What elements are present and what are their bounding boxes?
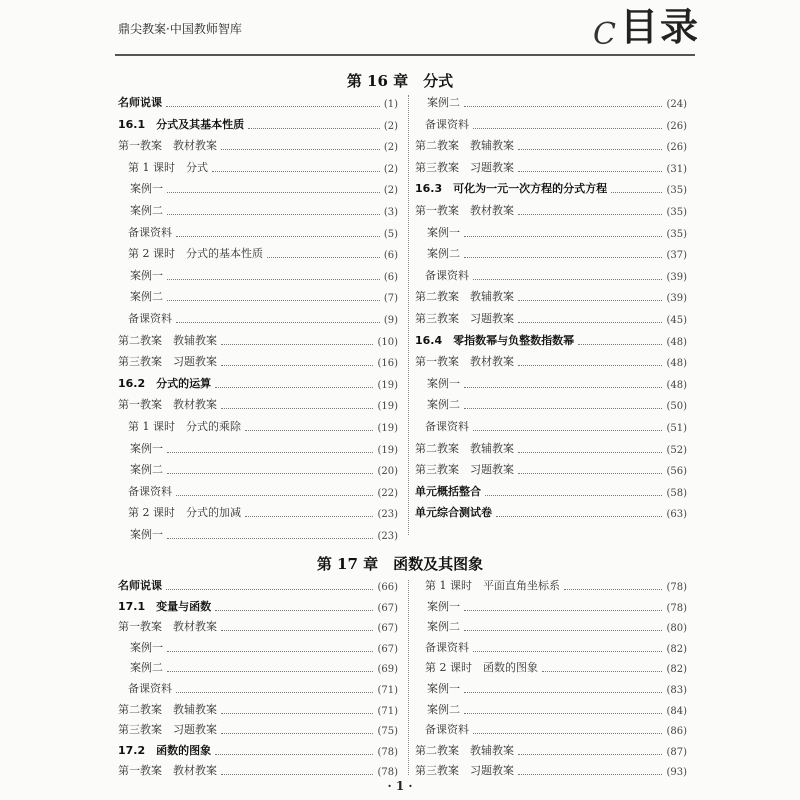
- toc-entry-label: 案例一: [130, 640, 163, 654]
- toc-entry[interactable]: [118, 202, 398, 218]
- toc-entry-label: 备课资料: [128, 312, 172, 325]
- toc-entry-page: (19): [377, 423, 398, 434]
- toc-entry[interactable]: [415, 598, 687, 614]
- toc-entry-label: 第三教案 习题教案: [415, 764, 514, 778]
- chapter-16-right-column: [415, 92, 687, 542]
- dot-leader: [473, 733, 662, 734]
- toc-entry-label: 备课资料: [128, 225, 172, 239]
- toc-entry-page: (52): [666, 444, 687, 456]
- dot-leader: [167, 473, 373, 474]
- publisher-label: 鼎尖教案·中国教师智库: [118, 22, 242, 36]
- toc-entry-page: (26): [666, 142, 687, 154]
- dot-leader: [167, 538, 373, 539]
- toc-entry[interactable]: [415, 762, 687, 778]
- toc-entry[interactable]: [118, 461, 398, 477]
- toc-entry-page: (35): [666, 228, 687, 240]
- toc-entry-page: (19): [377, 401, 398, 413]
- dot-leader: [542, 671, 662, 672]
- toc-entry-label: 备课资料: [425, 723, 469, 737]
- toc-entry-label: 第三教案 习题教案: [415, 160, 514, 174]
- toc-entry-label: 17.2 函数的图象: [118, 743, 212, 757]
- dot-leader: [176, 692, 373, 693]
- dot-leader: [496, 516, 662, 517]
- toc-entry[interactable]: [118, 440, 398, 456]
- toc-entry-page: (84): [666, 705, 687, 717]
- toc-entry-label: 备课资料: [128, 484, 172, 498]
- toc-entry-page: (45): [666, 315, 687, 326]
- toc-entry[interactable]: [118, 137, 398, 153]
- toc-entry[interactable]: [415, 742, 687, 758]
- dot-leader: [578, 344, 662, 345]
- toc-entry[interactable]: [118, 94, 398, 110]
- toc-entry-label: 16.2 分式的运算: [118, 376, 212, 390]
- toc-entry-label: 案例一: [130, 528, 163, 541]
- dot-leader: [167, 214, 380, 215]
- toc-entry[interactable]: [118, 577, 398, 593]
- dot-leader: [221, 149, 380, 150]
- toc-entry[interactable]: [415, 461, 687, 477]
- dot-leader: [518, 214, 662, 215]
- toc-entry[interactable]: [118, 116, 398, 132]
- toc-entry-page: (9): [383, 315, 398, 326]
- toc-entry-label: 第二教案 教辅教案: [415, 290, 514, 304]
- dot-leader: [518, 365, 662, 366]
- toc-entry-page: (86): [666, 726, 687, 738]
- toc-entry-label: 案例二: [427, 620, 460, 634]
- chapter-16-left-column: [118, 92, 398, 542]
- toc-entry-label: 备课资料: [425, 268, 469, 282]
- toc-entry[interactable]: [118, 353, 398, 369]
- toc-entry[interactable]: [118, 375, 398, 391]
- toc-entry-label: 案例一: [427, 682, 460, 695]
- toc-entry-page: (71): [377, 705, 398, 717]
- toc-entry[interactable]: [415, 577, 687, 593]
- dot-leader: [221, 774, 373, 775]
- toc-entry-label: 名师说课: [118, 579, 162, 592]
- toc-entry-page: (50): [666, 401, 687, 413]
- toc-entry-label: 第二教案 教辅教案: [415, 441, 514, 455]
- dot-leader: [221, 630, 373, 631]
- toc-entry-page: (31): [666, 163, 687, 175]
- dot-leader: [267, 257, 380, 258]
- toc-entry-page: (5): [383, 228, 398, 240]
- toc-entry[interactable]: [415, 202, 687, 218]
- dot-leader: [167, 671, 373, 672]
- dot-leader: [167, 452, 373, 453]
- toc-entry-label: 备课资料: [128, 682, 172, 695]
- toc-entry[interactable]: [118, 245, 398, 261]
- dot-leader: [611, 192, 662, 193]
- toc-entry-label: 第 2 课时 分式的基本性质: [128, 247, 263, 261]
- dot-leader: [518, 171, 662, 172]
- dot-leader: [166, 106, 380, 107]
- toc-entry-label: 第 1 课时 平面直角坐标系: [425, 579, 560, 592]
- toc-entry-page: (63): [666, 509, 687, 521]
- toc-entry-label: 案例二: [427, 247, 460, 261]
- toc-entry[interactable]: [415, 659, 687, 675]
- dot-leader: [518, 322, 662, 323]
- toc-entry[interactable]: [118, 659, 398, 675]
- toc-entry-page: (87): [666, 746, 687, 758]
- toc-entry-label: 案例二: [130, 661, 163, 675]
- toc-entry[interactable]: [415, 353, 687, 369]
- toc-entry[interactable]: [415, 94, 687, 110]
- chapter-17-right-column: [415, 575, 687, 780]
- toc-entry-page: (39): [666, 293, 687, 305]
- dot-leader: [464, 387, 662, 388]
- toc-entry[interactable]: [415, 310, 687, 326]
- toc-entry-label: 备课资料: [425, 420, 469, 433]
- toc-entry[interactable]: [415, 267, 687, 283]
- toc-entry-label: 第一教案 教材教案: [118, 620, 217, 634]
- column-divider: [408, 580, 409, 775]
- toc-entry[interactable]: [415, 116, 687, 132]
- toc-entry-label: 案例一: [427, 599, 460, 613]
- toc-entry[interactable]: [118, 742, 398, 758]
- toc-entry[interactable]: [118, 180, 398, 196]
- toc-entry-page: (80): [666, 623, 687, 635]
- column-divider: [408, 95, 409, 535]
- toc-entry[interactable]: [118, 483, 398, 499]
- toc-entry-page: (1): [383, 99, 398, 110]
- toc-entry[interactable]: [118, 526, 398, 542]
- toc-entry[interactable]: [118, 267, 398, 283]
- toc-entry-label: 案例一: [130, 441, 163, 455]
- toc-entry-label: 第 2 课时 函数的图象: [425, 661, 538, 675]
- toc-entry[interactable]: [118, 288, 398, 304]
- dot-leader: [485, 495, 662, 496]
- toc-entry-label: 第二教案 教辅教案: [415, 743, 514, 757]
- dot-leader: [464, 713, 662, 714]
- toc-entry-label: 16.4 零指数幂与负整数指数幂: [415, 333, 575, 347]
- toc-entry-page: (51): [666, 423, 687, 434]
- dot-leader: [518, 774, 662, 775]
- toc-entry[interactable]: [415, 618, 687, 634]
- toc-entry-label: 备课资料: [425, 117, 469, 131]
- toc-entry-label: 第二教案 教辅教案: [118, 702, 217, 716]
- toc-entry[interactable]: [415, 701, 687, 717]
- toc-entry-page: (78): [377, 746, 398, 758]
- toc-entry-label: 第三教案 习题教案: [118, 355, 217, 369]
- toc-entry-page: (48): [666, 358, 687, 370]
- toc-entry[interactable]: [118, 618, 398, 634]
- toc-entry-label: 17.1 变量与函数: [118, 599, 212, 613]
- toc-entry-page: (24): [666, 99, 687, 110]
- header-rule: [115, 54, 695, 56]
- toc-entry[interactable]: [415, 680, 687, 696]
- toc-entry-label: 单元概括整合: [415, 484, 481, 498]
- toc-entry-page: (23): [377, 509, 398, 521]
- toc-entry-page: (35): [666, 207, 687, 218]
- toc-entry-page: (71): [377, 685, 398, 696]
- toc-entry[interactable]: [415, 483, 687, 499]
- toc-entry-label: 16.3 可化为一元一次方程的分式方程: [415, 182, 608, 196]
- toc-entry[interactable]: [415, 375, 687, 391]
- toc-entry-page: (22): [377, 487, 398, 499]
- toc-entry[interactable]: [118, 504, 398, 520]
- dot-leader: [464, 236, 662, 237]
- toc-entry[interactable]: [118, 310, 398, 326]
- dot-leader: [167, 192, 380, 193]
- dot-leader: [245, 516, 373, 517]
- toc-entry-label: 第三教案 习题教案: [415, 463, 514, 477]
- header-c-logo: C: [593, 17, 616, 52]
- dot-leader: [166, 589, 373, 590]
- dot-leader: [473, 279, 662, 280]
- toc-entry[interactable]: [415, 332, 687, 348]
- dot-leader: [473, 128, 662, 129]
- toc-entry[interactable]: [118, 701, 398, 717]
- toc-entry[interactable]: [415, 721, 687, 737]
- toc-entry-label: 案例二: [427, 96, 460, 109]
- page-header: [100, 0, 700, 50]
- dot-leader: [215, 387, 373, 388]
- toc-entry-page: (37): [666, 250, 687, 262]
- dot-leader: [473, 430, 662, 431]
- dot-leader: [518, 149, 662, 150]
- toc-entry-label: 案例二: [130, 463, 163, 477]
- toc-entry-page: (39): [666, 271, 687, 283]
- dot-leader: [221, 344, 373, 345]
- toc-entry-page: (6): [383, 250, 398, 262]
- toc-entry[interactable]: [415, 504, 687, 520]
- toc-entry-page: (19): [377, 379, 398, 391]
- toc-entry-page: (93): [666, 767, 687, 779]
- toc-entry[interactable]: [415, 288, 687, 304]
- toc-entry-page: (10): [377, 336, 398, 348]
- toc-entry[interactable]: [118, 762, 398, 778]
- dot-leader: [167, 651, 373, 652]
- toc-entry-page: (78): [666, 582, 687, 593]
- dot-leader: [245, 430, 373, 431]
- toc-entry-label: 第 1 课时 分式: [128, 160, 208, 174]
- dot-leader: [221, 365, 373, 366]
- dot-leader: [215, 754, 373, 755]
- toc-entry[interactable]: [118, 396, 398, 412]
- toc-entry-label: 第三教案 习题教案: [415, 312, 514, 325]
- toc-entry[interactable]: [118, 224, 398, 240]
- dot-leader: [464, 106, 662, 107]
- dot-leader: [248, 128, 380, 129]
- toc-entry-label: 第一教案 教材教案: [118, 764, 217, 778]
- toc-entry[interactable]: [118, 159, 398, 175]
- chapter-17-title: 第 17 章 函数及其图象: [316, 555, 484, 573]
- toc-entry[interactable]: [118, 721, 398, 737]
- toc-entry-label: 备课资料: [425, 640, 469, 654]
- dot-leader: [564, 589, 662, 590]
- dot-leader: [464, 630, 662, 631]
- toc-entry-page: (2): [383, 120, 398, 132]
- toc-entry-page: (67): [377, 643, 398, 655]
- toc-entry[interactable]: [415, 639, 687, 655]
- toc-entry-page: (82): [666, 664, 687, 676]
- toc-entry[interactable]: [118, 418, 398, 434]
- toc-entry-page: (26): [666, 120, 687, 132]
- chapter-17-left-column: [118, 575, 398, 780]
- dot-leader: [221, 733, 373, 734]
- toc-entry[interactable]: [415, 440, 687, 456]
- dot-leader: [464, 692, 662, 693]
- toc-entry-page: (35): [666, 185, 687, 197]
- toc-entry-page: (75): [377, 726, 398, 738]
- toc-entry-label: 案例一: [130, 182, 163, 196]
- toc-entry-label: 第 2 课时 分式的加减: [128, 506, 241, 520]
- toc-entry[interactable]: [415, 245, 687, 261]
- toc-entry-label: 案例二: [427, 398, 460, 412]
- dot-leader: [518, 452, 662, 453]
- dot-leader: [212, 171, 380, 172]
- dot-leader: [518, 300, 662, 301]
- toc-entry[interactable]: [415, 224, 687, 240]
- toc-entry-label: 案例二: [130, 290, 163, 304]
- chapter-16-title: 第 16 章 分式: [346, 72, 454, 90]
- toc-entry[interactable]: [118, 598, 398, 614]
- toc-entry[interactable]: [415, 159, 687, 175]
- toc-entry-page: (56): [666, 466, 687, 478]
- toc-entry-label: 第一教案 教材教案: [415, 204, 514, 217]
- toc-entry-page: (16): [377, 358, 398, 370]
- toc-entry-label: 案例一: [427, 225, 460, 239]
- dot-leader: [518, 754, 662, 755]
- toc-entry-page: (67): [377, 623, 398, 635]
- toc-entry-page: (19): [377, 444, 398, 456]
- toc-entry-label: 16.1 分式及其基本性质: [118, 117, 245, 131]
- toc-entry-page: (2): [383, 142, 398, 154]
- toc-entry[interactable]: [118, 332, 398, 348]
- dot-leader: [176, 236, 380, 237]
- toc-entry-label: 第一教案 教材教案: [415, 355, 514, 369]
- toc-entry-page: (48): [666, 336, 687, 348]
- toc-entry-page: (20): [377, 466, 398, 478]
- toc-entry[interactable]: [415, 396, 687, 412]
- toc-entry-page: (67): [377, 602, 398, 614]
- page-title: 目录: [619, 5, 700, 49]
- toc-entry-label: 案例一: [427, 376, 460, 390]
- toc-entry-page: (6): [383, 271, 398, 283]
- toc-entry-page: (66): [377, 582, 398, 593]
- dot-leader: [176, 495, 373, 496]
- page-number: · 1 ·: [387, 779, 413, 793]
- dot-leader: [221, 713, 373, 714]
- dot-leader: [464, 257, 662, 258]
- dot-leader: [176, 322, 380, 323]
- toc-entry[interactable]: [118, 639, 398, 655]
- toc-entry-label: 案例一: [130, 268, 163, 282]
- dot-leader: [167, 279, 380, 280]
- toc-entry-page: (48): [666, 379, 687, 391]
- dot-leader: [464, 408, 662, 409]
- header-title-group: [593, 0, 700, 50]
- toc-entry[interactable]: [415, 418, 687, 434]
- toc-entry-label: 第一教案 教材教案: [118, 398, 217, 412]
- toc-entry-label: 案例二: [130, 204, 163, 217]
- toc-entry-page: (78): [377, 767, 398, 779]
- toc-entry-label: 案例二: [427, 702, 460, 716]
- toc-entry-label: 名师说课: [118, 96, 162, 109]
- toc-entry-label: 第 1 课时 分式的乘除: [128, 420, 241, 433]
- toc-entry-page: (83): [666, 685, 687, 696]
- toc-entry-page: (23): [377, 531, 398, 542]
- toc-entry-page: (69): [377, 664, 398, 676]
- toc-entry-page: (2): [383, 163, 398, 175]
- toc-entry-page: (3): [383, 207, 398, 218]
- toc-entry-page: (7): [383, 293, 398, 305]
- dot-leader: [464, 610, 662, 611]
- toc-entry-label: 第一教案 教材教案: [118, 139, 217, 153]
- dot-leader: [518, 473, 662, 474]
- dot-leader: [473, 651, 662, 652]
- toc-entry-page: (78): [666, 602, 687, 614]
- toc-entry-label: 第二教案 教辅教案: [118, 333, 217, 347]
- dot-leader: [221, 408, 373, 409]
- dot-leader: [215, 610, 373, 611]
- toc-entry[interactable]: [415, 180, 687, 196]
- toc-entry[interactable]: [118, 680, 398, 696]
- toc-entry-label: 单元综合测试卷: [415, 506, 492, 520]
- toc-entry-page: (2): [383, 185, 398, 197]
- toc-entry-label: 第二教案 教辅教案: [415, 139, 514, 153]
- toc-entry-page: (58): [666, 487, 687, 499]
- dot-leader: [167, 300, 380, 301]
- toc-entry-page: (82): [666, 643, 687, 655]
- toc-entry-label: 第三教案 习题教案: [118, 723, 217, 737]
- toc-entry[interactable]: [415, 137, 687, 153]
